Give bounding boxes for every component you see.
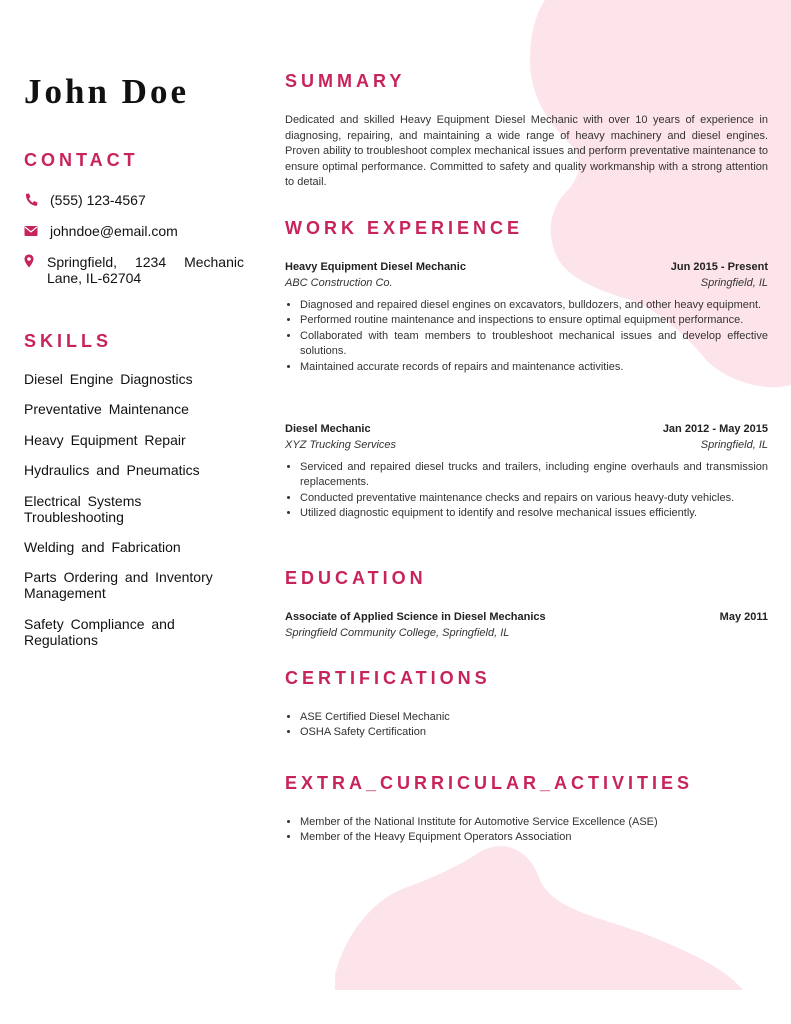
skill-item: Parts Ordering and Inventory Management <box>24 569 213 602</box>
skill-item: Safety Compliance and Regulations <box>24 615 175 648</box>
work-experience-heading: WORK EXPERIENCE <box>285 218 524 238</box>
summary-text: Dedicated and skilled Heavy Equipment Diesel Mechanic with over 10 years of experience in diagnosing, repairing, and maintaining a wide range of heavy machinery and diesel engines. Proven ability to troubleshoot complex mechanical issues and perform preventative maintenance to ensure optimal performance. Committed to safety and quality workmanship with a strong attention to detail. <box>285 114 768 189</box>
job-company: ABC Construction Co. <box>285 277 393 289</box>
job-bullets <box>285 460 768 522</box>
job-location: Springfield, IL <box>700 277 768 289</box>
job-bullets <box>285 298 768 375</box>
job-bullet: • Maintained accurate records of repairs and maintenance activities. <box>300 360 768 375</box>
job-bullet: • Utilized diagnostic equipment to identify and resolve mechanical issues efficiently. <box>300 506 768 521</box>
job-bullet: • Diagnosed and repaired diesel engines on excavators, bulldozers, and other heavy equipment. <box>300 298 768 313</box>
job-dates: Jan 2012 - May 2015 <box>662 423 768 435</box>
candidate-name: John Doe <box>24 72 189 111</box>
skill-item: Heavy Equipment Repair <box>24 431 186 448</box>
certification-item: • OSHA Safety Certification <box>300 725 768 740</box>
skill-item: Preventative Maintenance <box>24 401 189 418</box>
skill-item: Welding and Fabrication <box>24 538 181 555</box>
location-pin-icon <box>24 254 38 270</box>
job-title: Heavy Equipment Diesel Mechanic <box>285 261 466 273</box>
bottom-blob <box>335 846 743 990</box>
skill-item: Diesel Engine Diagnostics <box>24 371 193 387</box>
certification-item: • ASE Certified Diesel Mechanic <box>300 710 768 725</box>
skill-item: Hydraulics and Pneumatics <box>24 462 200 479</box>
graduation-date: May 2011 <box>719 611 768 623</box>
activities-list <box>285 815 768 846</box>
job-entry <box>285 261 768 411</box>
address-line-1: Springfield, 1234 Mechanic <box>47 254 244 270</box>
education-entry <box>285 611 768 645</box>
job-company: XYZ Trucking Services <box>285 439 397 451</box>
contact-heading: CONTACT <box>24 150 139 170</box>
certifications-heading: CERTIFICATIONS <box>285 668 491 688</box>
certifications-list <box>285 710 768 741</box>
job-entry <box>285 423 768 543</box>
degree: Associate of Applied Science in Diesel Mechanics <box>285 611 546 623</box>
job-bullet: • Performed routine maintenance and inspections to ensure optimal equipment performance. <box>300 313 768 328</box>
job-location: Springfield, IL <box>700 439 768 451</box>
skills-list <box>24 371 229 662</box>
activities-heading: EXTRA_CURRICULAR_ACTIVITIES <box>285 773 694 793</box>
activity-item: • Member of the National Institute for Automotive Service Excellence (ASE) <box>300 815 768 830</box>
education-heading: EDUCATION <box>285 568 427 588</box>
job-bullet: • Collaborated with team members to troubleshoot mechanical issues and develop effective solutions. <box>300 329 768 360</box>
job-title: Diesel Mechanic <box>285 423 371 435</box>
skills-heading: SKILLS <box>24 331 113 351</box>
address-line-2: Lane, IL-62704 <box>47 270 142 286</box>
email-address: johndoe@email.com <box>50 223 178 239</box>
skill-item: Electrical Systems Troubleshooting <box>24 492 142 525</box>
job-dates: Jun 2015 - Present <box>670 261 768 273</box>
activity-item: • Member of the Heavy Equipment Operators Association <box>300 830 768 845</box>
job-bullet: • Serviced and repaired diesel trucks and trailers, including engine overhauls and transmission replacements. <box>300 460 768 491</box>
summary-heading: SUMMARY <box>285 71 406 91</box>
email-icon <box>24 223 38 239</box>
job-bullet: • Conducted preventative maintenance checks and repairs on various heavy-duty vehicles. <box>300 491 768 506</box>
phone-icon <box>24 192 38 208</box>
phone-number: (555) 123-4567 <box>50 192 146 208</box>
school: Springfield Community College, Springfield, IL <box>285 627 510 639</box>
